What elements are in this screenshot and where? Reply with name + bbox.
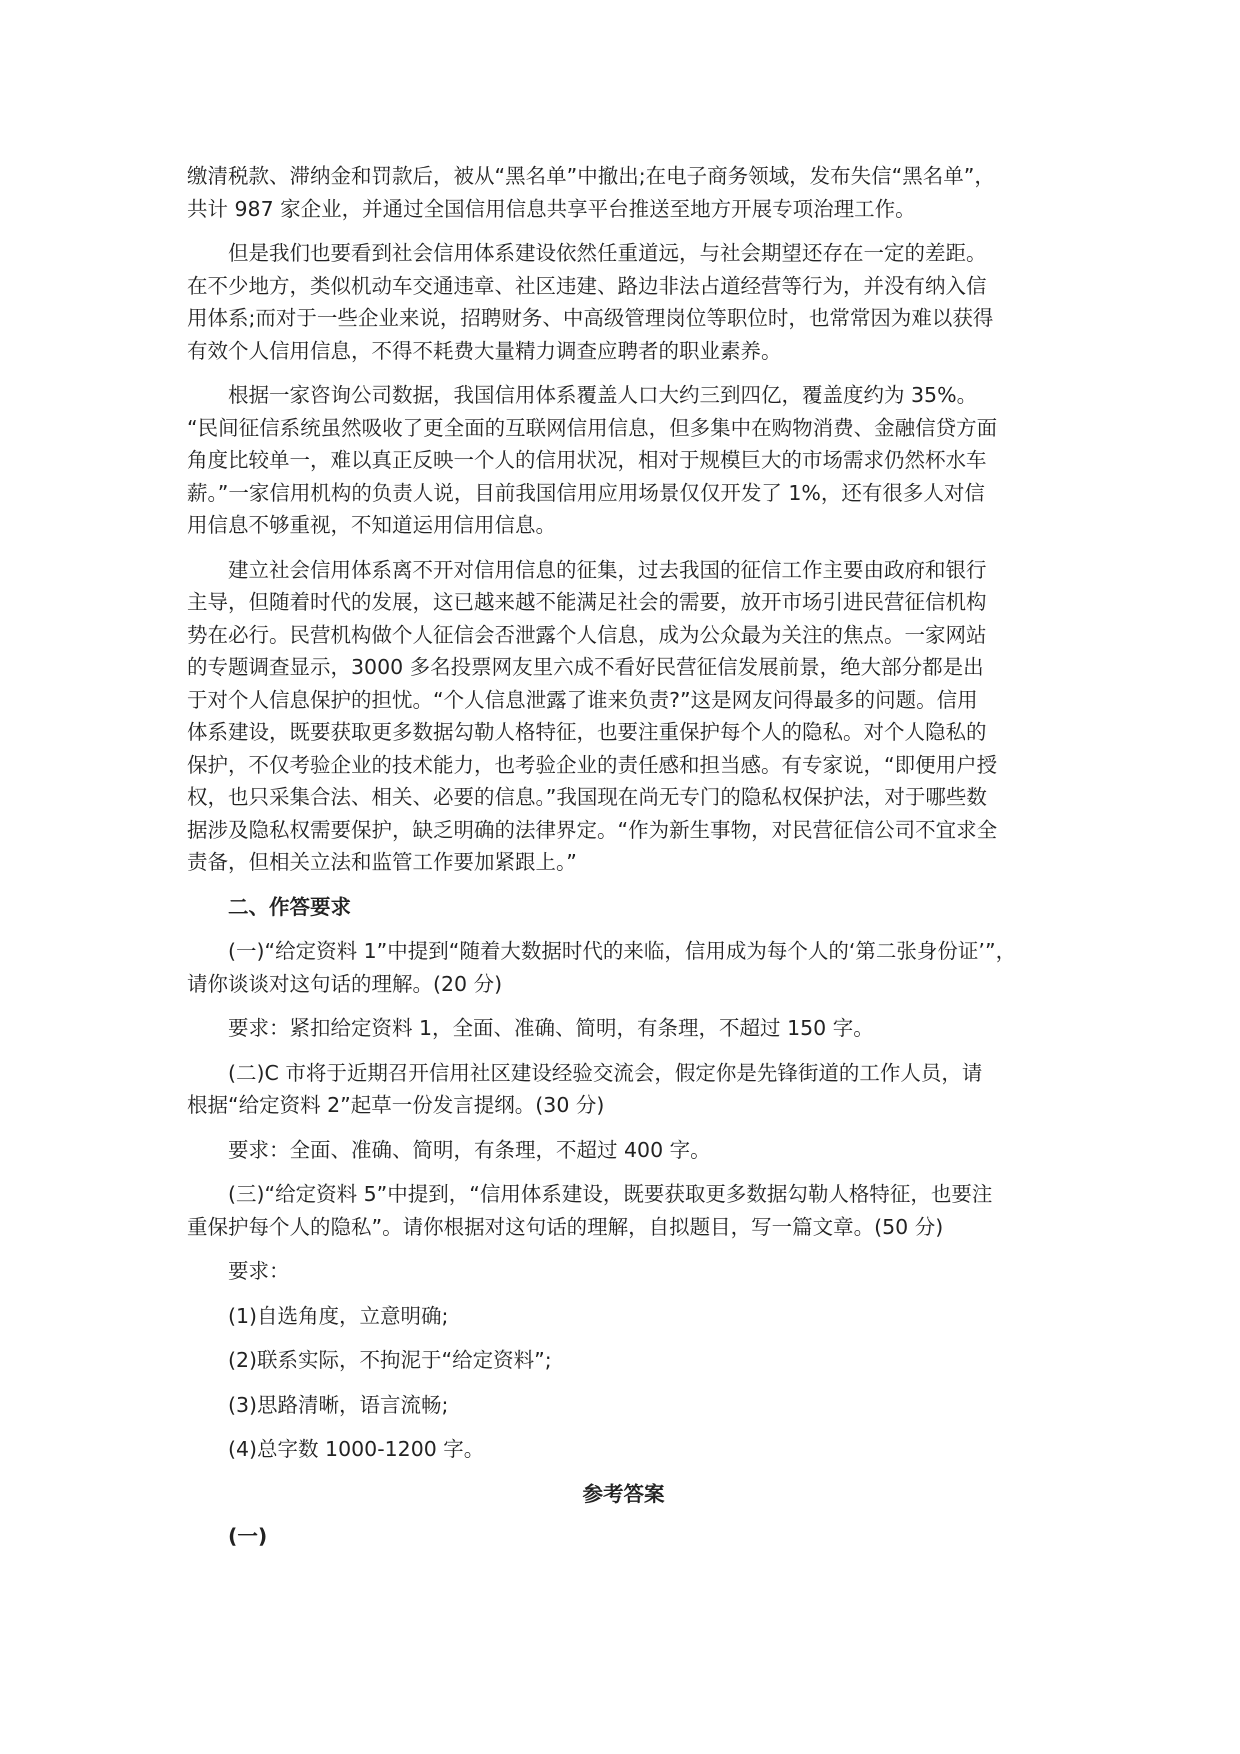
question-2 [187, 1057, 1060, 1122]
text-line: 据涉及隐私权需要保护，缺乏明确的法律界定。“作为新生事物，对民营征信公司不宜求全 [187, 817, 998, 842]
requirement-item: (4)总字数 1000-1200 字。 [228, 1437, 485, 1461]
text-line: 建立社会信用体系离不开对信用信息的征集，过去我国的征信工作主要由政府和银行 [228, 557, 987, 582]
paragraph-1 [187, 160, 1060, 225]
text-line: 请你谈谈对这句话的理解。(20 分) [187, 971, 503, 996]
section-heading: 二、作答要求 [228, 894, 351, 919]
text-line: 势在必行。民营机构做个人征信会否泄露个人信息，成为公众最为关注的焦点。一家网站 [187, 622, 987, 647]
question-2-requirement: 要求：全面、准确、简明，有条理，不超过 400 字。 [228, 1137, 711, 1162]
question-1-requirement: 要求：紧扣给定资料 1，全面、准确、简明，有条理，不超过 150 字。 [228, 1016, 874, 1040]
text-line: 保护，不仅考验企业的技术能力，也考验企业的责任感和担当感。有专家说，“即便用户授 [187, 752, 998, 777]
text-line: 角度比较单一，难以真正反映一个人的信用状况，相对于规模巨大的市场需求仍然杯水车 [187, 448, 987, 472]
text-line: 根据一家咨询公司数据，我国信用体系覆盖人口大约三到四亿，覆盖度约为 35%。 [228, 383, 978, 407]
text-line: 用体系;而对于一些企业来说，招聘财务、中高级管理岗位等职位时，也常常因为难以获得 [187, 306, 994, 330]
text-line: 有效个人信用信息，不得不耗费大量精力调查应聘者的职业素养。 [187, 338, 782, 363]
text-line: (一)“给定资料 1”中提到“随着大数据时代的来临，信用成为每个人的‘第二张身份证’”， [228, 939, 1017, 963]
paragraph-2 [187, 237, 1060, 367]
question-3-requirement-label: 要求： [228, 1259, 290, 1283]
text-line: 责备，但相关立法和监管工作要加紧跟上。” [187, 850, 577, 874]
text-line: 但是我们也要看到社会信用体系建设依然任重道远，与社会期望还存在一定的差距。 [228, 241, 987, 265]
requirement-item: (1)自选角度，立意明确; [228, 1303, 449, 1328]
text-line: 重保护每个人的隐私”。请你根据对这句话的理解，自拟题目，写一篇文章。(50 分) [187, 1214, 944, 1239]
paragraph-3 [187, 379, 1060, 542]
text-line: 共计 987 家企业，并通过全国信用信息共享平台推送至地方开展专项治理工作。 [187, 196, 916, 221]
requirement-item: (3)思路清晰，语言流畅; [228, 1392, 449, 1417]
answer-subheading: (一) [228, 1524, 268, 1548]
answer-title: 参考答案 [582, 1481, 665, 1506]
text-line: 体系建设，既要获取更多数据勾勒人格特征，也要注重保护每个人的隐私。对个人隐私的 [187, 720, 987, 744]
text-line: 缴清税款、滞纳金和罚款后，被从“黑名单”中撤出;在电子商务领域，发布失信“黑名单”， [187, 164, 995, 188]
text-line: 权，也只采集合法、相关、必要的信息。”我国现在尚无专门的隐私权保护法，对于哪些数 [187, 785, 987, 809]
text-line: 薪。”一家信用机构的负责人说，目前我国信用应用场景仅仅开发了 1%，还有很多人对信 [187, 480, 985, 505]
paragraph-4 [187, 554, 1060, 879]
text-line: 主导，但随着时代的发展，这已越来越不能满足社会的需要，放开市场引进民营征信机构 [187, 590, 987, 614]
text-line: 的专题调查显示，3000 多名投票网友里六成不看好民营征信发展前景，绝大部分都是出 [187, 655, 984, 679]
question-3 [187, 1178, 1060, 1243]
text-line: “民间征信系统虽然吸收了更全面的互联网信用信息，但多集中在购物消费、金融信贷方面 [187, 415, 998, 440]
text-line: 在不少地方，类似机动车交通违章、社区违建、路边非法占道经营等行为，并没有纳入信 [187, 273, 987, 298]
question-1 [187, 935, 1060, 1000]
requirement-item: (2)联系实际，不拘泥于“给定资料”; [228, 1348, 552, 1372]
text-line: (二)C 市将于近期召开信用社区建设经验交流会，假定你是先锋街道的工作人员，请 [228, 1060, 983, 1085]
text-line: 于对个人信息保护的担忧。“个人信息泄露了谁来负责?”这是网友问得最多的问题。信用 [187, 687, 978, 712]
text-line: (三)“给定资料 5”中提到，“信用体系建设，既要获取更多数据勾勒人格特征，也要注 [228, 1182, 993, 1206]
document-body [187, 160, 1060, 1565]
text-line: 根据“给定资料 2”起草一份发言提纲。(30 分) [187, 1093, 605, 1117]
text-line: 用信息不够重视，不知道运用信用信息。 [187, 513, 556, 537]
